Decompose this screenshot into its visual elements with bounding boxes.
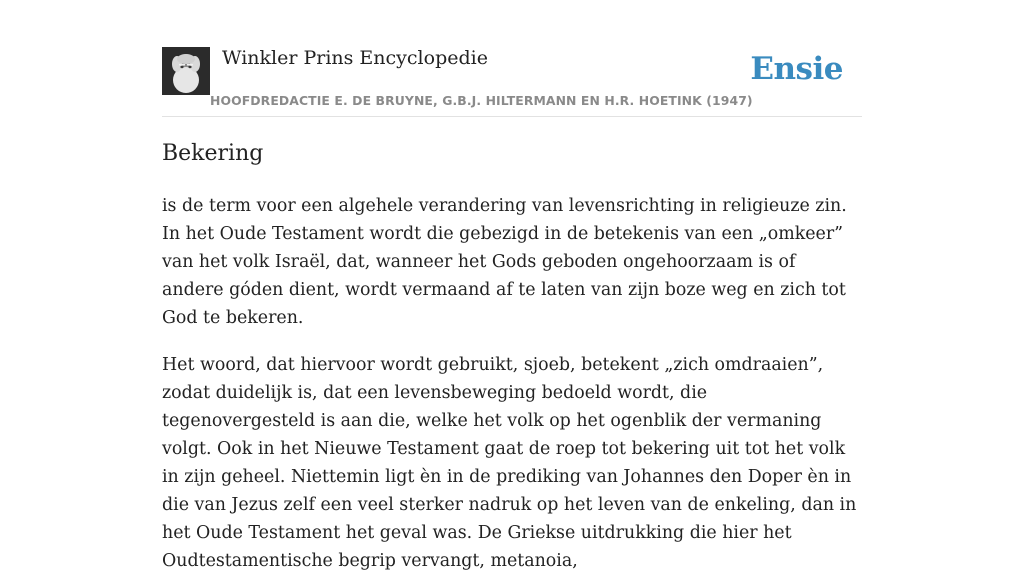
article-paragraph: is de term voor een algehele verandering van levensrichting in religieuze zin. In het Oude Testament wordt die gebezigd in de betekenis van een „omkeer” van het volk Israël, dat, wanneer het Gods geboden ongehoorzaam is of andere góden dient, wordt vermaand af te laten van zijn boze weg en zich tot God te bekeren. — [162, 196, 847, 328]
site-header — [162, 45, 862, 117]
editorial-credit: HOOFDREDACTIE E. DE BRUYNE, G.B.J. HILTERMANN EN H.R. HOETINK (1947) — [210, 93, 753, 108]
article — [162, 138, 862, 575]
site-title[interactable]: Winkler Prins Encyclopedie — [222, 47, 488, 69]
article-title: Bekering — [162, 141, 264, 166]
article-paragraph: Het woord, dat hiervoor wordt gebruikt, sjoeb, betekent „zich omdraaien”, zodat duidelijk is, dat een levensbeweging bedoeld wordt, die tegenovergesteld is aan die, welke het volk op het ogenblik der vermaning volgt. Ook in het Nieuwe Testament gaat de roep tot bekering uit tot het volk in zijn geheel. Niettemin ligt èn in de prediking van Johannes den Doper èn in die van Jezus zelf een veel sterker nadruk op het leven van de enkeling, dan in het Oude Testament het geval was. De Griekse uitdrukking die hier het Oudtestamentische begrip vervangt, metanoia, — [162, 355, 857, 571]
ensie-logo[interactable]: Ensie — [750, 51, 843, 87]
bearded-man-portrait-icon[interactable] — [162, 47, 210, 95]
